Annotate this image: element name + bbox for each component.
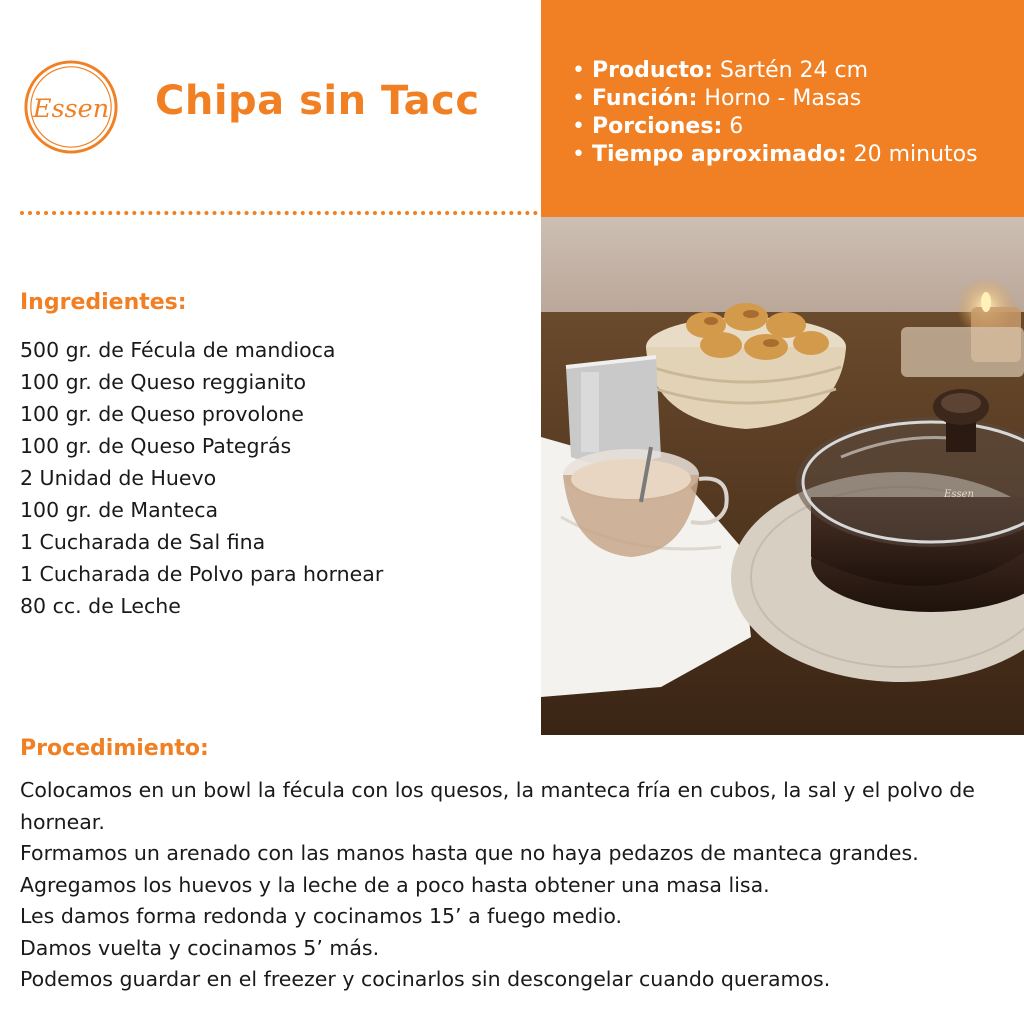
ingredients-heading: Ingredientes:: [20, 290, 187, 315]
ingredient-item: 100 gr. de Manteca: [20, 498, 219, 522]
ingredient-item: 100 gr. de Queso reggianito: [20, 370, 306, 394]
ingredient-item: 500 gr. de Fécula de mandioca: [20, 338, 336, 362]
info-item-funcion: • Función: Horno - Masas: [572, 86, 862, 111]
info-item-producto: • Producto: Sartén 24 cm: [572, 58, 869, 83]
procedure-step: Formamos un arenado con las manos hasta que no haya pedazos de manteca grandes.: [20, 841, 919, 865]
procedure-step: Les damos forma redonda y cocinamos 15’ a fuego medio.: [20, 904, 623, 928]
product-info-list: [572, 57, 978, 169]
procedure-step: Agregamos los huevos y la leche de a poco hasta obtener una masa lisa.: [20, 872, 770, 897]
ingredient-item: 100 gr. de Queso Pategrás: [20, 434, 292, 458]
ingredient-item: 100 gr. de Queso provolone: [20, 402, 304, 426]
recipe-title: Chipa sin Tacc: [155, 78, 480, 124]
ingredient-item: 80 cc. de Leche: [20, 594, 181, 618]
info-item-tiempo: • Tiempo aproximado: 20 minutos: [572, 142, 978, 167]
procedure-step: Podemos guardar en el freezer y cocinarlos sin descongelar cuando queramos.: [20, 967, 831, 991]
ingredient-item: 1 Cucharada de Polvo para hornear: [20, 562, 384, 586]
ingredients-list: [20, 334, 383, 622]
dotted-divider: [20, 211, 538, 215]
svg-text:Essen: Essen: [32, 93, 110, 124]
procedure-steps: [20, 775, 1010, 996]
procedure-step: Damos vuelta y cocinamos 5’ más.: [20, 935, 380, 960]
recipe-photo: [541, 217, 1024, 735]
svg-text:Essen: Essen: [944, 489, 974, 500]
procedure-step: Colocamos en un bowl la fécula con los quesos, la manteca fría en cubos, la sal y el polvo de hornear.: [20, 778, 975, 834]
essen-logo: [22, 58, 120, 156]
ingredient-item: 2 Unidad de Huevo: [20, 466, 217, 490]
ingredient-item: 1 Cucharada de Sal fina: [20, 530, 266, 554]
procedure-heading: Procedimiento:: [20, 736, 209, 761]
info-item-porciones: • Porciones: 6: [572, 114, 744, 139]
